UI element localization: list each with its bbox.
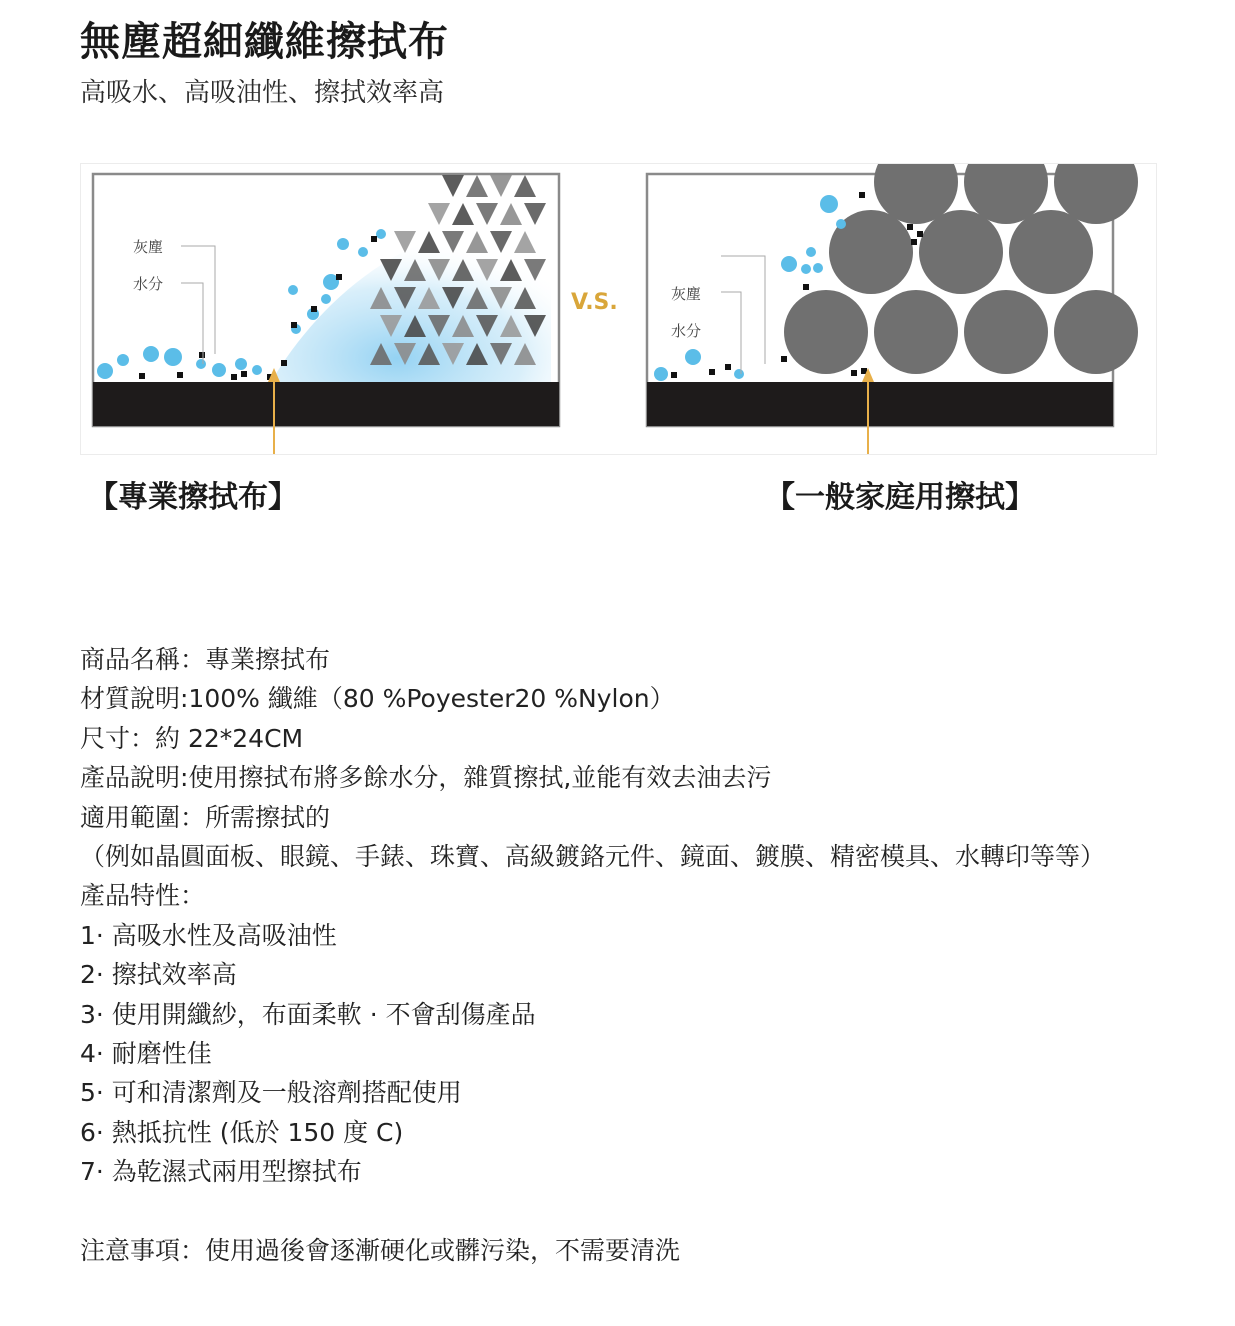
feature-item: 7· 為乾濕式兩用型擦拭布 [80,1157,362,1187]
water-droplet [235,358,247,370]
dust-particle [231,374,237,380]
feature-item: 6· 熱抵抗性 (低於 150 度 C) [80,1117,404,1147]
dust-particle [851,370,857,376]
dust-particle [177,372,183,378]
water-droplet [337,238,349,250]
water-droplet [212,363,226,377]
spec-usage: 適用範圍：所需擦拭的 [80,802,331,832]
dust-particle [371,236,377,242]
water-droplet [801,264,811,274]
water-droplet [806,247,816,257]
fiber-circle [964,290,1048,374]
dust-particle [336,274,342,280]
feature-item: 4· 耐磨性佳 [80,1039,212,1069]
water-droplet [321,294,331,304]
water-droplet [836,219,846,229]
dust-particle [911,239,917,245]
spec-usage-examples: （例如晶圓面板、眼鏡、手錶、珠寶、高級鍍鉻元件、鏡面、鍍膜、精密模具、水轉印等等） [80,842,1106,872]
water-droplet [196,359,206,369]
fiber-circle [1054,290,1138,374]
left-panel [93,174,559,454]
comparison-diagram-svg [81,164,1156,454]
fiber-circle [784,290,868,374]
right-label-dust: 灰塵 [671,285,702,303]
feature-item: 3· 使用開纖紗，布面柔軟 · 不會刮傷產品 [80,999,536,1029]
dust-particle [671,372,677,378]
water-droplet [288,285,298,295]
dust-particle [311,306,317,312]
dust-particle [907,224,913,230]
right-label-water: 水分 [671,322,702,340]
dust-particle [281,360,287,366]
feature-item: 1· 高吸水性及高吸油性 [80,920,337,950]
water-droplet [820,195,838,213]
dust-particle [291,322,297,328]
water-droplet [164,348,182,366]
dust-particle [241,371,247,377]
water-droplet [117,354,129,366]
dust-particle [917,231,923,237]
right-panel [647,164,1138,454]
water-droplet [97,363,113,379]
features-heading: 產品特性： [80,881,206,911]
dust-particle [725,364,731,370]
dust-particle [859,192,865,198]
spec-size: 尺寸：約 22*24CM [80,723,304,753]
water-droplet [734,369,744,379]
comparison-diagram [80,163,1157,455]
left-label-water: 水分 [133,275,164,293]
spacer [80,1192,1160,1231]
page-title: 無塵超細纖維擦拭布 [80,19,449,65]
water-droplet [143,346,159,362]
left-label-dust: 灰塵 [133,238,164,256]
feature-item: 2· 擦拭效率高 [80,960,237,990]
vs-label: V.S. [571,290,618,315]
water-droplet [252,365,262,375]
fiber-circle [919,210,1003,294]
spec-description: 產品說明:使用擦拭布將多餘水分，雜質擦拭,並能有效去油去污 [80,763,772,793]
water-droplet [376,229,386,239]
spec-material: 材質說明:100% 纖維（80 %Poyester20 %Nylon） [80,684,675,714]
dust-particle [781,356,787,362]
water-droplet [781,256,797,272]
spec-notice: 注意事項：使用過後會逐漸硬化或髒污染，不需要清洗 [80,1236,681,1266]
caption-household-cloth: 【一般家庭用擦拭】 [765,480,1035,515]
water-droplet [685,349,701,365]
water-droplet [813,263,823,273]
fiber-circle [1009,210,1093,294]
water-droplet [358,247,368,257]
feature-item: 5· 可和清潔劑及一般溶劑搭配使用 [80,1078,462,1108]
fiber-circle [874,290,958,374]
dust-particle [709,369,715,375]
page-subtitle: 高吸水、高吸油性、擦拭效率高 [80,78,445,108]
right-surface-base [647,382,1113,426]
dust-particle [139,373,145,379]
product-specs [80,640,1160,1270]
water-droplet [654,367,668,381]
dust-particle [199,352,205,358]
left-surface-base [93,382,559,426]
caption-professional-cloth: 【專業擦拭布】 [88,480,298,515]
dust-particle [803,284,809,290]
spec-name: 商品名稱：專業擦拭布 [80,645,331,674]
